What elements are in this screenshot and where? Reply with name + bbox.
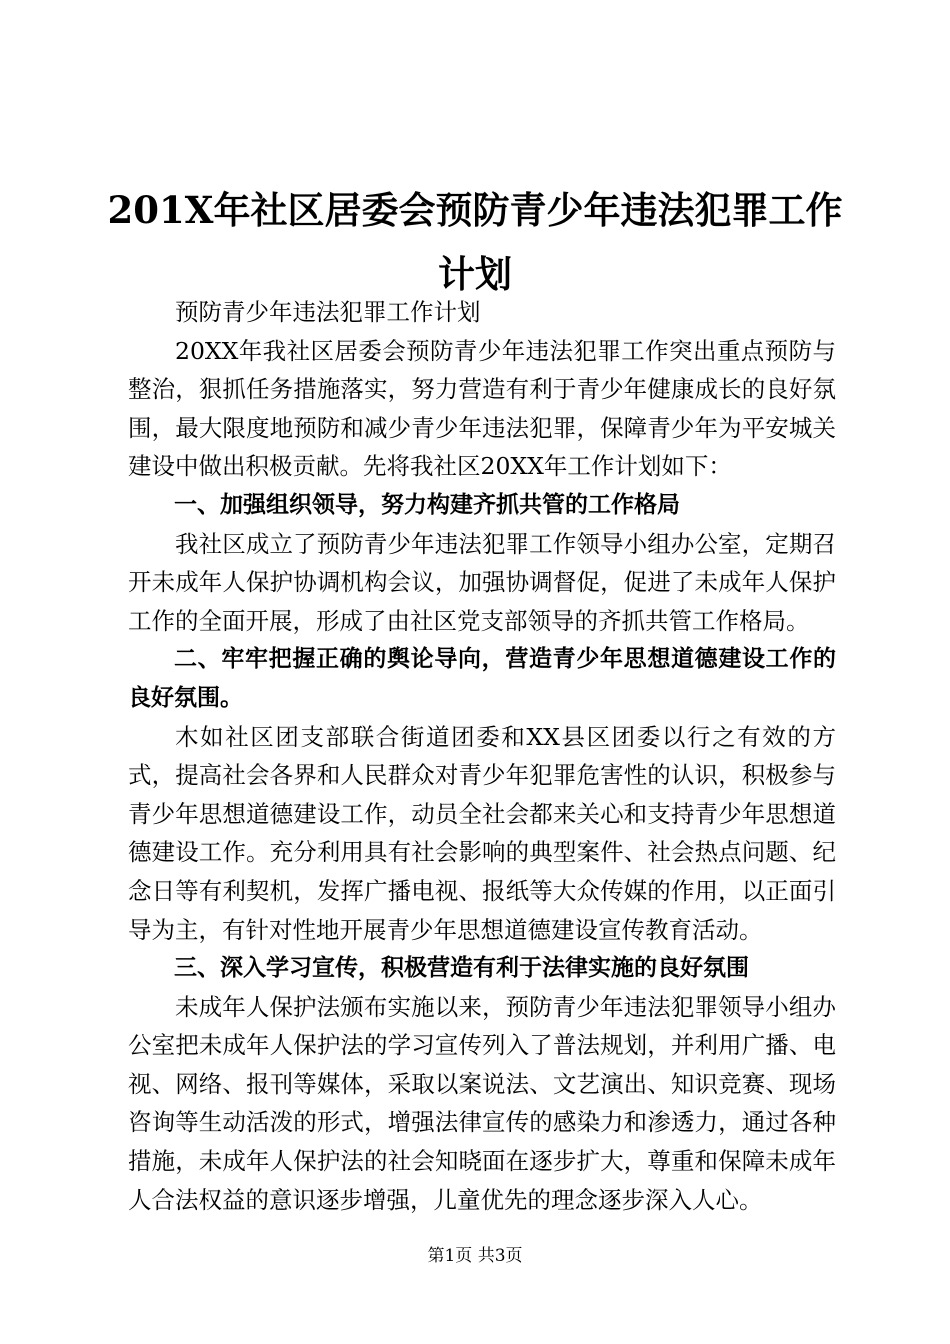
paragraph-section-2: 木如社区团支部联合街道团委和XX县区团委以行之有效的方式，提高社会各界和人民群众对青少年犯罪危害性的认识，积极参与青少年思想道德建设工作，动员全社会都来关心和支持青少年思想道德建设工作。充分利用具有社会影响的典型案件、社会热点问题、纪念日等有利契机，发挥广播电视、报纸等大众传媒的作用，以正面引导为主，有针对性地开展青少年思想道德建设宣传教育活动。: [128, 722, 836, 944]
document-body: [128, 293, 836, 1219]
paragraph-section-1: 我社区成立了预防青少年违法犯罪工作领导小组办公室，定期召开未成年人保护协调机构会议，加强协调督促，促进了未成年人保护工作的全面开展，形成了由社区党支部领导的齐抓共管工作格局。: [128, 529, 836, 635]
document-title: [100, 178, 850, 306]
document-title-line-2: 计划: [438, 252, 512, 296]
section-heading-3: 三、深入学习宣传，积极营造有利于法律实施的良好氛围: [174, 955, 749, 982]
document-title-line-1: 201X年社区居委会预防青少年违法犯罪工作: [107, 188, 843, 232]
section-heading-1: 一、加强组织领导，努力构建齐抓共管的工作格局: [174, 491, 680, 518]
paragraph-subtitle: 预防青少年违法犯罪工作计划: [175, 298, 481, 326]
paragraph-intro: 20XX年我社区居委会预防青少年违法犯罪工作突出重点预防与整治，狠抓任务措施落实，努力营造有利于青少年健康成长的良好氛围，最大限度地预防和减少青少年违法犯罪，保障青少年为平安城关建设中做出积极贡献。先将我社区20XX年工作计划如下：: [128, 336, 836, 481]
section-heading-2: 二、牢牢把握正确的舆论导向，营造青少年思想道德建设工作的良好氛围。: [128, 646, 836, 711]
page-number-footer: 第1页 共3页: [427, 1246, 523, 1266]
paragraph-section-3: 未成年人保护法颁布实施以来，预防青少年违法犯罪领导小组办公室把未成年人保护法的学习宣传列入了普法规划，并利用广播、电视、网络、报刊等媒体，采取以案说法、文艺演出、知识竞赛、现场咨询等生动活泼的形式，增强法律宣传的感染力和渗透力，通过各种措施，未成年人保护法的社会知晓面在逐步扩大，尊重和保障未成年人合法权益的意识逐步增强，儿童优先的理念逐步深入人心。: [128, 992, 836, 1214]
